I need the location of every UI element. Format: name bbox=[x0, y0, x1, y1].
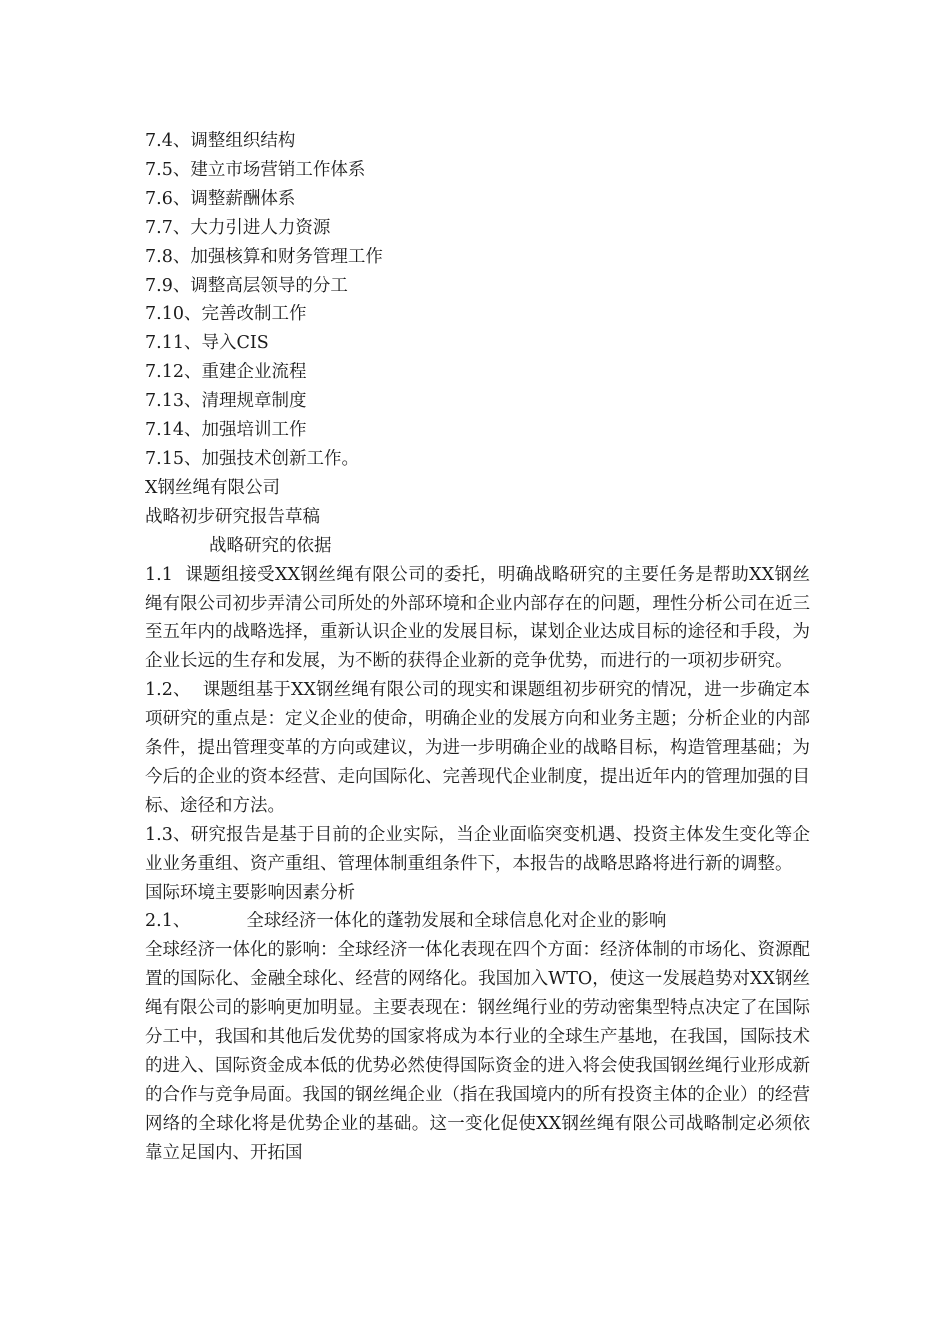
toc-item-7-12: 7.12、重建企业流程 bbox=[145, 362, 307, 383]
toc-item-7-8: 7.8、加强核算和财务管理工作 bbox=[145, 246, 383, 267]
toc-item-7-14: 7.14、加强培训工作 bbox=[145, 420, 307, 441]
toc-item-7-13: 7.13、清理规章制度 bbox=[145, 391, 307, 412]
paragraph-2-1-body: 全球经济一体化的影响：全球经济一体化表现在四个方面：经济体制的市场化、资源配置的国际化、金融全球化、经营的网络化。我国加入WTO，使这一发展趋势对XX钢丝绳有限公司的影响更加明显。主要表现在：钢丝绳行业的劳动密集型特点决定了在国际分工中，我国和其他后发优势的国家将成为本行业的全球生产基地，在我国，国际技术的进入、国际资金成本低的优势必然使得国际资金的进入将会使我国钢丝绳行业形成新的合作与竞争局面。我国的钢丝绳企业（指在我国境内的所有投资主体的企业）的经营网络的全球化将是优势企业的基础。这一变化促使XX钢丝绳有限公司战略制定必须依靠立足国内、开拓国 bbox=[145, 940, 810, 1163]
subsection-2-1-number: 2.1、 bbox=[145, 911, 191, 932]
document-title: 战略初步研究报告草稿 bbox=[145, 506, 320, 527]
section-2-title: 国际环境主要影响因素分析 bbox=[145, 882, 355, 903]
company-name: X钢丝绳有限公司 bbox=[145, 477, 280, 498]
toc-item-7-4: 7.4、调整组织结构 bbox=[145, 131, 296, 151]
paragraph-1-1-text: 课题组接受XX钢丝绳有限公司的委托，明确战略研究的主要任务是帮助XX钢丝绳有限公司初步弄清公司所处的外部环境和企业内部存在的问题，理性分析公司在近三至五年内的战略选择，重新认识企业的发展目标，谋划企业达成目标的途径和手段，为企业长远的生存和发展，为不断的获得企业新的竞争优势，而进行的一项初步研究。 bbox=[145, 564, 810, 672]
toc-item-7-10: 7.10、完善改制工作 bbox=[145, 304, 307, 325]
paragraph-1-1-number: 1.1 bbox=[145, 564, 173, 585]
document-page bbox=[145, 127, 810, 1168]
toc-item-7-7: 7.7、大力引进人力资源 bbox=[145, 217, 331, 238]
paragraph-1-2 bbox=[145, 676, 810, 821]
paragraph-1-1 bbox=[145, 561, 810, 677]
toc-item-7-15: 7.15、加强技术创新工作。 bbox=[145, 448, 359, 469]
paragraph-1-2-text: 课题组基于XX钢丝绳有限公司的现实和课题组初步研究的情况，进一步确定本项研究的重点是：定义企业的使命，明确企业的发展方向和业务主题；分析企业的内部条件，提出管理变革的方向或建议，为进一步明确企业的战略目标，构造管理基础；为今后的企业的资本经营、走向国际化、完善现代企业制度，提出近年内的管理加强的目标、途径和方法。 bbox=[145, 680, 810, 816]
toc-item-7-11: 7.11、导入CIS bbox=[145, 333, 269, 354]
paragraph-1-2-number: 1.2、 bbox=[145, 680, 191, 701]
subsection-2-1 bbox=[145, 907, 810, 936]
toc-item-7-5: 7.5、建立市场营销工作体系 bbox=[145, 159, 366, 180]
paragraph-1-3: 1.3、研究报告是基于目前的企业实际，当企业面临突变机遇、投资主体发生变化等企业业务重组、资产重组、管理体制重组条件下，本报告的战略思路将进行新的调整。 bbox=[145, 824, 810, 874]
toc-item-7-9: 7.9、调整高层领导的分工 bbox=[145, 275, 348, 296]
subsection-2-1-title: 全球经济一体化的蓬勃发展和全球信息化对企业的影响 bbox=[246, 911, 667, 932]
toc-item-7-6: 7.6、调整薪酬体系 bbox=[145, 188, 296, 209]
section-1-title: 战略研究的依据 bbox=[209, 535, 332, 556]
